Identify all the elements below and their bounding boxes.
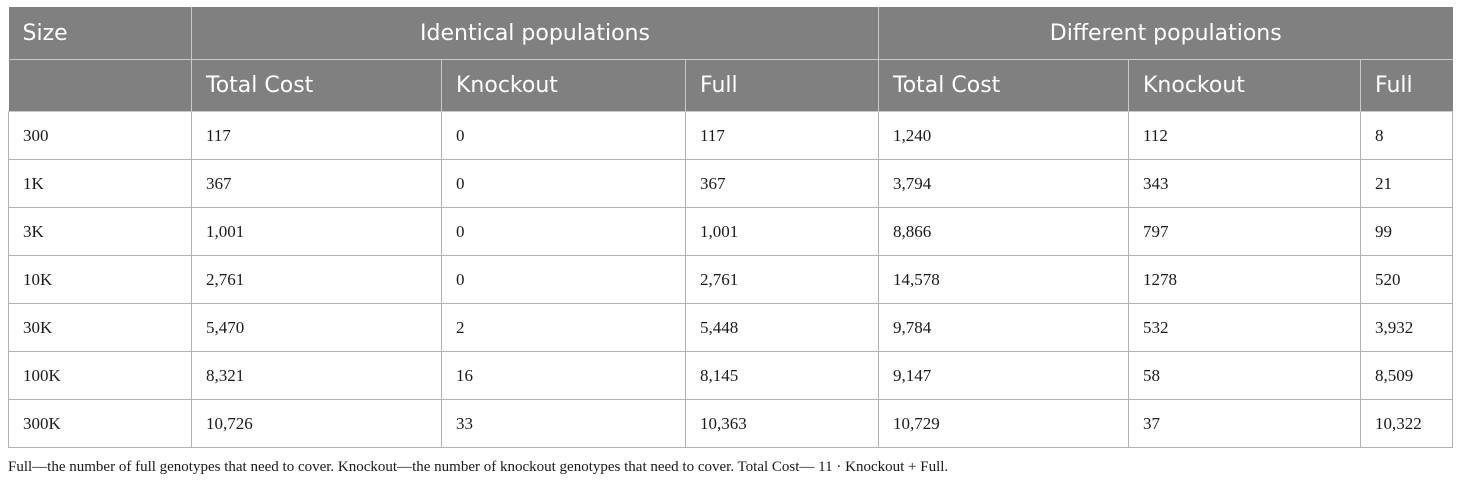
header-identical-knockout: Knockout [442,60,686,112]
cell-different-total-cost: 9,784 [879,304,1129,352]
header-row-columns [9,60,1453,112]
cell-identical-full: 10,363 [686,400,879,448]
table-row [9,256,1453,304]
cell-different-full: 21 [1361,160,1453,208]
cell-identical-full: 1,001 [686,208,879,256]
table-row [9,160,1453,208]
results-table [8,7,1453,448]
cell-different-total-cost: 10,729 [879,400,1129,448]
table-row [9,400,1453,448]
table-body [9,112,1453,448]
table-caption: Full—the number of full genotypes that need to cover. Knockout—the number of knockout genotypes that need to cover. Total Cost— 11 · Knockout + Full. [8,459,949,475]
cell-identical-total-cost: 8,321 [192,352,442,400]
cell-size: 30K [9,304,192,352]
cell-identical-total-cost: 2,761 [192,256,442,304]
cell-identical-knockout: 0 [442,256,686,304]
cell-different-knockout: 343 [1129,160,1361,208]
cell-identical-full: 2,761 [686,256,879,304]
cell-identical-knockout: 2 [442,304,686,352]
cell-different-knockout: 797 [1129,208,1361,256]
cell-different-full: 520 [1361,256,1453,304]
cell-identical-total-cost: 367 [192,160,442,208]
header-empty-cell [9,60,192,112]
cell-identical-full: 8,145 [686,352,879,400]
header-row-groups [9,7,1453,60]
cell-identical-total-cost: 10,726 [192,400,442,448]
header-identical-full: Full [686,60,879,112]
table-row [9,112,1453,160]
cell-different-knockout: 532 [1129,304,1361,352]
cell-identical-total-cost: 5,470 [192,304,442,352]
header-identical-total-cost: Total Cost [192,60,442,112]
header-different-full: Full [1361,60,1453,112]
cell-different-knockout: 37 [1129,400,1361,448]
cell-size: 10K [9,256,192,304]
table-row [9,304,1453,352]
cell-identical-full: 117 [686,112,879,160]
cell-different-total-cost: 1,240 [879,112,1129,160]
cell-size: 3K [9,208,192,256]
results-table-container [8,7,1452,448]
cell-different-full: 99 [1361,208,1453,256]
cell-different-full: 10,322 [1361,400,1453,448]
cell-different-knockout: 58 [1129,352,1361,400]
header-different-populations: Different populations [879,7,1453,60]
header-size: Size [9,7,192,60]
cell-different-full: 8 [1361,112,1453,160]
header-different-total-cost: Total Cost [879,60,1129,112]
cell-identical-knockout: 0 [442,208,686,256]
table-row [9,352,1453,400]
header-different-knockout: Knockout [1129,60,1361,112]
cell-identical-full: 5,448 [686,304,879,352]
cell-identical-knockout: 16 [442,352,686,400]
cell-size: 100K [9,352,192,400]
cell-identical-knockout: 33 [442,400,686,448]
cell-different-total-cost: 9,147 [879,352,1129,400]
cell-identical-total-cost: 1,001 [192,208,442,256]
cell-different-knockout: 1278 [1129,256,1361,304]
cell-different-total-cost: 14,578 [879,256,1129,304]
table-header [9,7,1453,112]
cell-size: 300 [9,112,192,160]
cell-different-total-cost: 8,866 [879,208,1129,256]
cell-identical-knockout: 0 [442,112,686,160]
table-row [9,208,1453,256]
cell-different-full: 8,509 [1361,352,1453,400]
cell-size: 300K [9,400,192,448]
cell-identical-total-cost: 117 [192,112,442,160]
cell-size: 1K [9,160,192,208]
cell-identical-knockout: 0 [442,160,686,208]
cell-different-knockout: 112 [1129,112,1361,160]
cell-different-total-cost: 3,794 [879,160,1129,208]
cell-different-full: 3,932 [1361,304,1453,352]
cell-identical-full: 367 [686,160,879,208]
header-identical-populations: Identical populations [192,7,879,60]
